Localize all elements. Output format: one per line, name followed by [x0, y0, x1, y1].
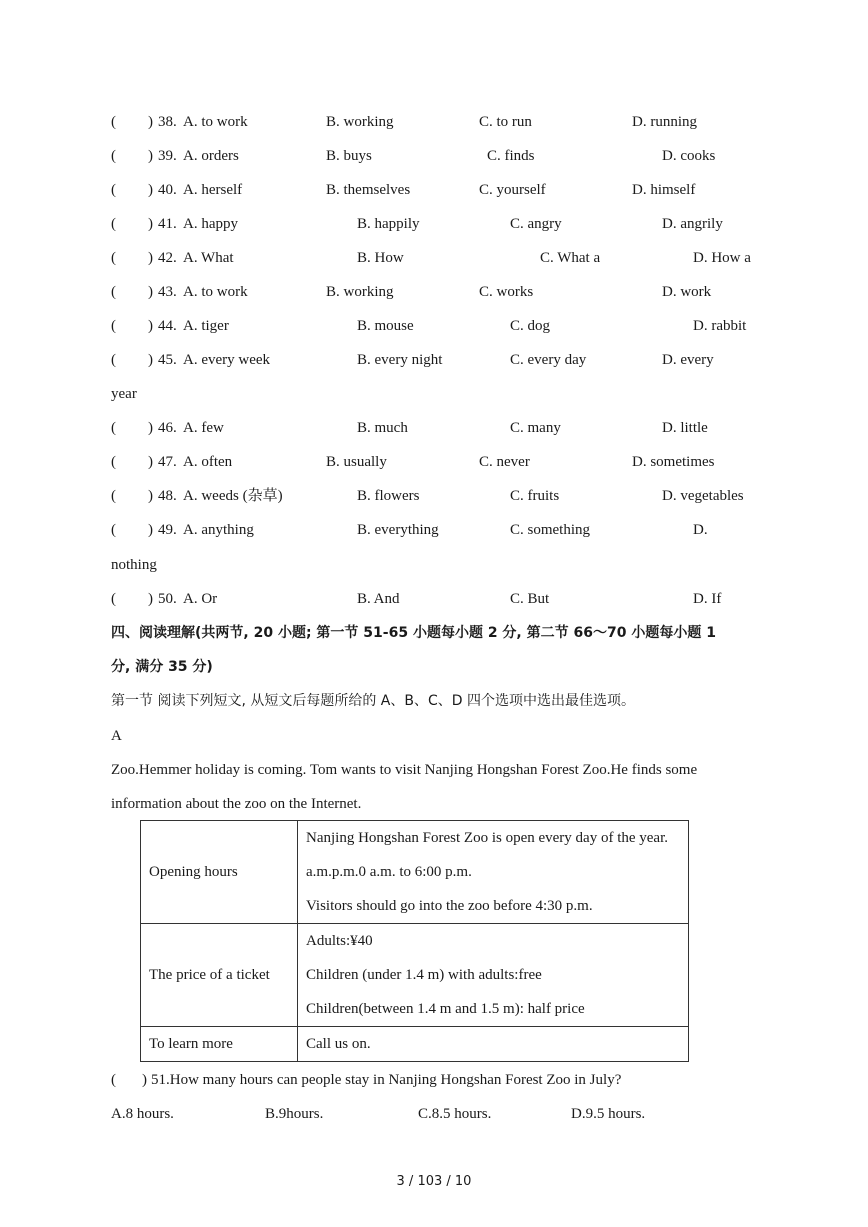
price-line: Children(between 1.4 m and 1.5 m): half price: [306, 1001, 585, 1017]
option-a: A. tiger: [183, 318, 229, 334]
passage-text: Zoo.Hemmer holiday is coming. Tom wants to visit Nanjing Hongshan Forest Zoo.He finds some: [111, 762, 698, 778]
option-c: C. to run: [479, 114, 532, 130]
q51-option-d: D.9.5 hours.: [571, 1106, 646, 1122]
option-c: C. dog: [510, 318, 551, 334]
opening-hours-label: Opening hours: [141, 821, 298, 924]
question-paren-open: (: [111, 114, 116, 130]
question-number: 45.: [158, 352, 177, 368]
option-a: A. orders: [183, 148, 239, 164]
option-b: B. usually: [326, 454, 387, 470]
option-b: B. working: [326, 114, 394, 130]
question-paren-open: (: [111, 216, 116, 232]
option-d: D. little: [662, 420, 708, 436]
option-b: B. working: [326, 284, 394, 300]
option-b: B. every night: [357, 352, 443, 368]
q49-wrap: nothing: [111, 557, 157, 573]
opening-hours-value: [298, 821, 689, 924]
question-number: 49.: [158, 522, 177, 538]
q51-option-a: A.8 hours.: [111, 1106, 174, 1122]
option-d: D. rabbit: [693, 318, 747, 334]
answer-blank[interactable]: [119, 487, 147, 505]
option-c: C. works: [479, 284, 534, 300]
question-number: 39.: [158, 148, 177, 164]
option-a: A. happy: [183, 216, 238, 232]
option-c: C. fruits: [510, 488, 560, 504]
question-paren-close: ): [148, 182, 153, 198]
q51-option-b: B.9hours.: [265, 1106, 324, 1122]
option-b: B. everything: [357, 522, 439, 538]
question-number: 44.: [158, 318, 177, 334]
opening-line: Visitors should go into the zoo before 4:30 p.m.: [306, 898, 593, 914]
price-line: Adults:¥40: [306, 933, 373, 949]
answer-blank[interactable]: [119, 181, 147, 199]
option-b: B. mouse: [357, 318, 414, 334]
question-paren-open: (: [111, 454, 116, 470]
answer-blank[interactable]: [119, 419, 147, 437]
question-paren-close: ): [148, 148, 153, 164]
option-d: D. angrily: [662, 216, 723, 232]
question-paren-open: (: [111, 148, 116, 164]
option-c: C. finds: [487, 148, 535, 164]
option-a: A. often: [183, 454, 233, 470]
question-paren-close: ): [148, 250, 153, 266]
question-paren-open: (: [111, 591, 116, 607]
ticket-price-value: [298, 924, 689, 1027]
answer-blank[interactable]: [119, 249, 147, 267]
question-paren-close: ): [148, 352, 153, 368]
page-footer: 3 / 103 / 10: [396, 1174, 472, 1189]
question-paren-open: (: [111, 488, 116, 504]
answer-blank[interactable]: [119, 590, 147, 608]
part1-instruction: 第一节 阅读下列短文, 从短文后每题所给的 A、B、C、D 四个选项中选出最佳选项。: [111, 693, 635, 709]
option-d: D. running: [632, 114, 697, 130]
option-b: B. themselves: [326, 182, 411, 198]
question-paren-close: ): [148, 454, 153, 470]
learn-more-value: Call us on.: [298, 1027, 689, 1062]
answer-blank[interactable]: [119, 113, 147, 131]
question-number: 41.: [158, 216, 177, 232]
question-paren-open: (: [111, 522, 116, 538]
option-d: D. every: [662, 352, 714, 368]
question-paren-open: (: [111, 420, 116, 436]
answer-blank[interactable]: [119, 351, 147, 369]
option-c: C. every day: [510, 352, 587, 368]
question-paren-close: ): [148, 216, 153, 232]
option-a: A. anything: [183, 522, 254, 538]
option-c: C. angry: [510, 216, 562, 232]
question-paren-close: ): [148, 522, 153, 538]
q51-option-c: C.8.5 hours.: [418, 1106, 492, 1122]
option-c: C. never: [479, 454, 530, 470]
opening-line: a.m.p.m.0 a.m. to 6:00 p.m.: [306, 864, 472, 880]
option-a: A. herself: [183, 182, 243, 198]
passage-text-cont: information about the zoo on the Internet.: [111, 796, 362, 812]
option-c: C. yourself: [479, 182, 546, 198]
zoo-info-table: [140, 820, 689, 1062]
option-b: B. buys: [326, 148, 372, 164]
option-b: B. happily: [357, 216, 420, 232]
option-d: D. sometimes: [632, 454, 715, 470]
option-c: C. many: [510, 420, 561, 436]
section4-heading-cont: 分, 满分 35 分): [111, 659, 213, 675]
q51-paren-open: (: [111, 1072, 116, 1088]
question-paren-close: ): [148, 284, 153, 300]
section4-heading: 四、阅读理解(共两节, 20 小题; 第一节 51-65 小题每小题 2 分, 第二节 66～70 小题每小题 1: [111, 625, 716, 641]
option-c: C. But: [510, 591, 550, 607]
question-number: 48.: [158, 488, 177, 504]
option-d: D. cooks: [662, 148, 716, 164]
option-a: A. few: [183, 420, 224, 436]
option-a: A. What: [183, 250, 234, 266]
option-d: D.: [693, 522, 708, 538]
price-line: Children (under 1.4 m) with adults:free: [306, 967, 542, 983]
option-a: A. to work: [183, 284, 248, 300]
q51-text: 51.How many hours can people stay in Nanjing Hongshan Forest Zoo in July?: [151, 1072, 622, 1088]
question-paren-open: (: [111, 284, 116, 300]
option-d: D. vegetables: [662, 488, 744, 504]
option-b: B. How: [357, 250, 404, 266]
question-number: 47.: [158, 454, 177, 470]
option-d: D. How a: [693, 250, 751, 266]
question-number: 38.: [158, 114, 177, 130]
option-d: D. If: [693, 591, 722, 607]
answer-blank[interactable]: [119, 317, 147, 335]
option-b: B. much: [357, 420, 408, 436]
option-c: C. something: [510, 522, 591, 538]
option-a: A. Or: [183, 591, 218, 607]
option-d: D. himself: [632, 182, 696, 198]
question-number: 46.: [158, 420, 177, 436]
answer-blank[interactable]: [119, 453, 147, 471]
passage-label: A: [111, 728, 122, 744]
answer-blank[interactable]: [119, 521, 147, 539]
ticket-price-label: The price of a ticket: [141, 924, 298, 1027]
question-paren-close: ): [148, 318, 153, 334]
question-number: 42.: [158, 250, 177, 266]
q45-wrap: year: [111, 386, 137, 402]
q51-paren-close: ): [142, 1072, 147, 1088]
question-paren-close: ): [148, 114, 153, 130]
option-b: B. flowers: [357, 488, 420, 504]
opening-line: Nanjing Hongshan Forest Zoo is open every day of the year.: [306, 830, 668, 846]
question-number: 50.: [158, 591, 177, 607]
answer-blank[interactable]: [119, 147, 147, 165]
question-paren-open: (: [111, 182, 116, 198]
answer-blank[interactable]: [119, 215, 147, 233]
question-paren-close: ): [148, 591, 153, 607]
question-paren-close: ): [148, 420, 153, 436]
question-number: 43.: [158, 284, 177, 300]
question-paren-open: (: [111, 352, 116, 368]
option-c: C. What a: [540, 250, 601, 266]
option-a: A. weeds (杂草): [183, 488, 283, 504]
table-row: [141, 1027, 689, 1062]
option-a: A. to work: [183, 114, 248, 130]
question-paren-close: ): [148, 488, 153, 504]
learn-more-label: To learn more: [141, 1027, 298, 1062]
option-d: D. work: [662, 284, 712, 300]
question-paren-open: (: [111, 250, 116, 266]
question-number: 40.: [158, 182, 177, 198]
answer-blank[interactable]: [119, 283, 147, 301]
option-b: B. And: [357, 591, 400, 607]
option-a: A. every week: [183, 352, 271, 368]
table-row: [141, 924, 689, 1027]
question-paren-open: (: [111, 318, 116, 334]
table-row: [141, 821, 689, 924]
